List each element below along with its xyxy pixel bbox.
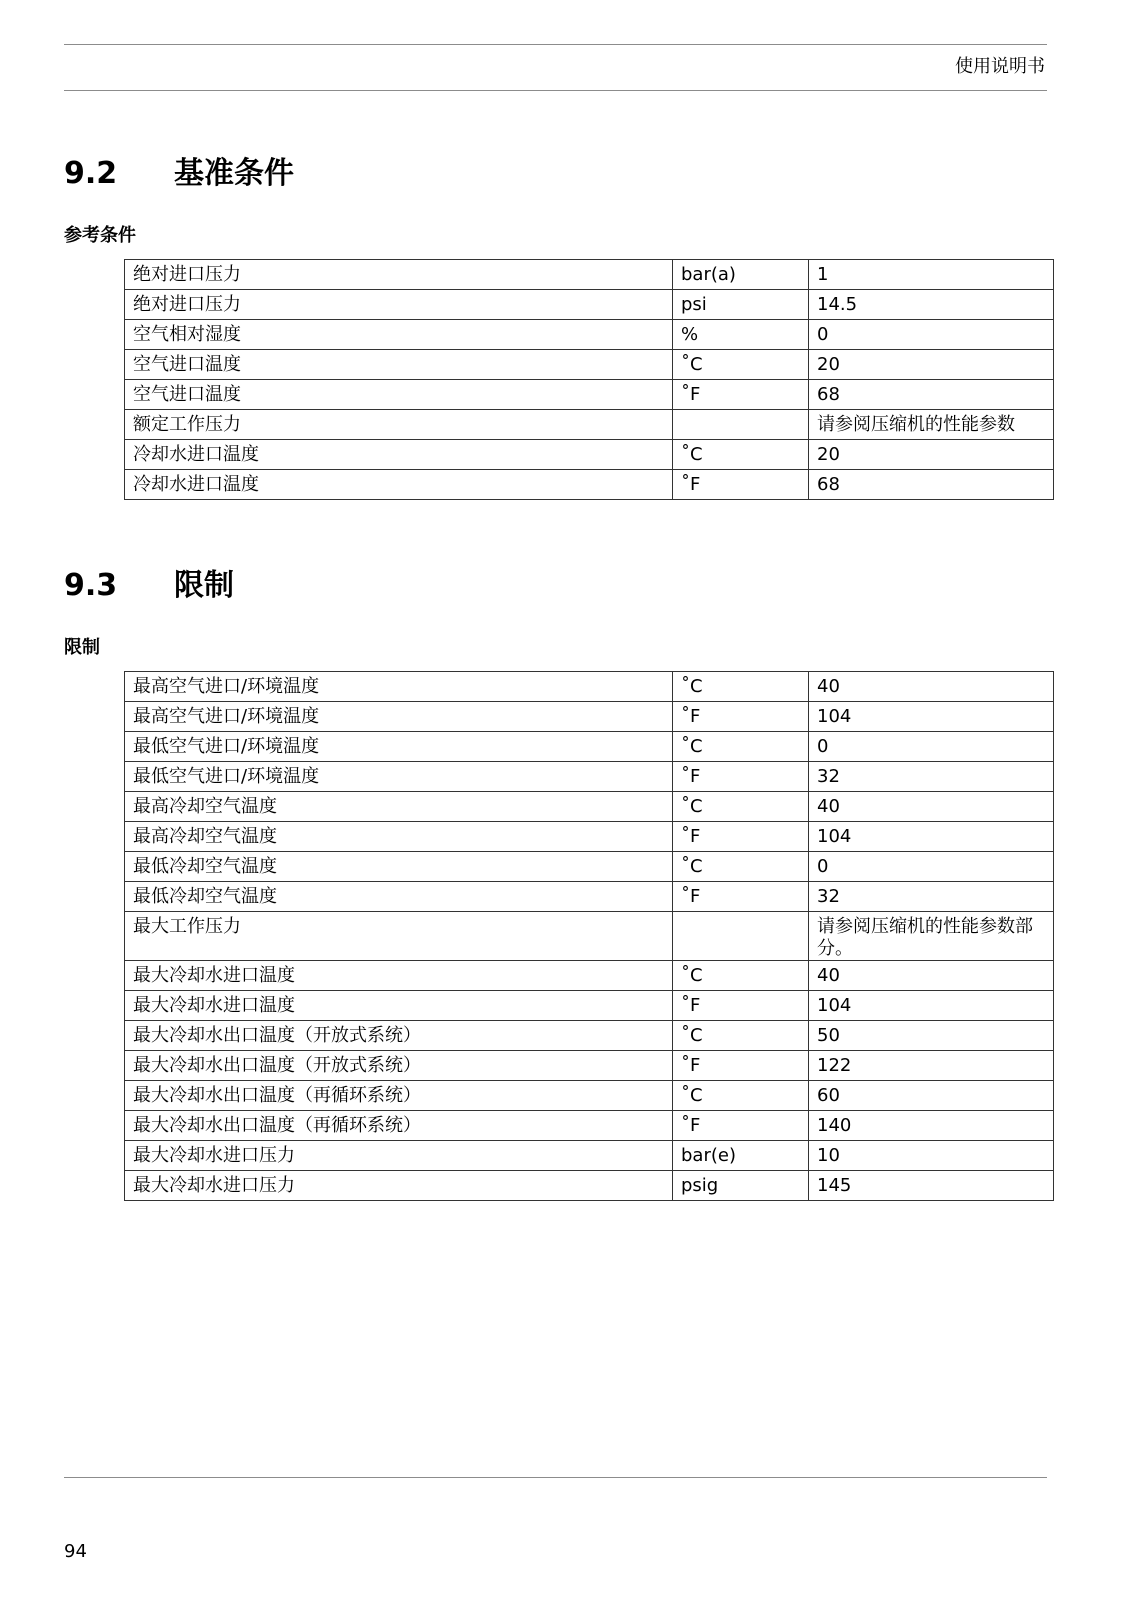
parameter-cell: 绝对进口压力 xyxy=(125,290,673,320)
value-cell: 32 xyxy=(809,882,1054,912)
table-row xyxy=(125,470,1054,500)
parameter-cell: 最大冷却水进口压力 xyxy=(125,1141,673,1171)
table-row xyxy=(125,961,1054,991)
limits-table xyxy=(124,671,1054,1201)
parameter-cell: 最低空气进口/环境温度 xyxy=(125,732,673,762)
parameter-cell: 最低空气进口/环境温度 xyxy=(125,762,673,792)
unit-cell: bar(a) xyxy=(673,260,809,290)
unit-cell: ˚C xyxy=(673,1081,809,1111)
table-row xyxy=(125,702,1054,732)
parameter-cell: 冷却水进口温度 xyxy=(125,470,673,500)
value-cell: 104 xyxy=(809,822,1054,852)
parameter-cell: 冷却水进口温度 xyxy=(125,440,673,470)
unit-cell: ˚C xyxy=(673,961,809,991)
unit-cell: ˚F xyxy=(673,702,809,732)
value-cell: 0 xyxy=(809,852,1054,882)
unit-cell: ˚F xyxy=(673,470,809,500)
table-row xyxy=(125,762,1054,792)
table-row xyxy=(125,290,1054,320)
table-row xyxy=(125,1051,1054,1081)
parameter-cell: 最大冷却水进口温度 xyxy=(125,991,673,1021)
header-title: 使用说明书 xyxy=(955,56,1045,77)
parameter-cell: 空气进口温度 xyxy=(125,380,673,410)
unit-cell: ˚F xyxy=(673,1051,809,1081)
table-row xyxy=(125,1141,1054,1171)
table-row xyxy=(125,822,1054,852)
unit-cell: ˚F xyxy=(673,762,809,792)
parameter-cell: 额定工作压力 xyxy=(125,410,673,440)
section-title: 限制 xyxy=(174,568,234,603)
parameter-cell: 最低冷却空气温度 xyxy=(125,852,673,882)
section-number: 9.2 xyxy=(64,156,118,191)
unit-cell: ˚C xyxy=(673,1021,809,1051)
unit-cell: ˚F xyxy=(673,991,809,1021)
parameter-cell: 最高冷却空气温度 xyxy=(125,822,673,852)
unit-cell xyxy=(673,912,809,961)
parameter-cell: 最高空气进口/环境温度 xyxy=(125,702,673,732)
value-cell: 0 xyxy=(809,320,1054,350)
table-row xyxy=(125,260,1054,290)
unit-cell: ˚F xyxy=(673,822,809,852)
unit-cell: ˚F xyxy=(673,882,809,912)
value-cell: 40 xyxy=(809,961,1054,991)
value-cell: 40 xyxy=(809,672,1054,702)
section-number: 9.3 xyxy=(64,568,118,603)
unit-cell: ˚C xyxy=(673,672,809,702)
table-row xyxy=(125,672,1054,702)
parameter-cell: 最高空气进口/环境温度 xyxy=(125,672,673,702)
parameter-cell: 最大冷却水出口温度（再循环系统） xyxy=(125,1081,673,1111)
unit-cell: psi xyxy=(673,290,809,320)
page-number: 94 xyxy=(64,1541,87,1562)
value-cell: 14.5 xyxy=(809,290,1054,320)
table-row xyxy=(125,882,1054,912)
parameter-cell: 最大冷却水出口温度（开放式系统） xyxy=(125,1021,673,1051)
table-row xyxy=(125,350,1054,380)
value-cell: 60 xyxy=(809,1081,1054,1111)
header-top-rule xyxy=(64,44,1047,45)
value-cell: 68 xyxy=(809,470,1054,500)
table-row xyxy=(125,1111,1054,1141)
parameter-cell: 最高冷却空气温度 xyxy=(125,792,673,822)
unit-cell: ˚F xyxy=(673,380,809,410)
table-row xyxy=(125,912,1054,961)
unit-cell: ˚C xyxy=(673,852,809,882)
unit-cell: ˚C xyxy=(673,440,809,470)
value-cell: 32 xyxy=(809,762,1054,792)
parameter-cell: 最大冷却水进口温度 xyxy=(125,961,673,991)
value-cell: 50 xyxy=(809,1021,1054,1051)
value-cell: 请参阅压缩机的性能参数部分。 xyxy=(809,912,1054,961)
value-cell: 40 xyxy=(809,792,1054,822)
reference-conditions-table xyxy=(124,259,1054,500)
parameter-cell: 绝对进口压力 xyxy=(125,260,673,290)
value-cell: 10 xyxy=(809,1141,1054,1171)
unit-cell: % xyxy=(673,320,809,350)
unit-cell: psig xyxy=(673,1171,809,1201)
unit-cell xyxy=(673,410,809,440)
parameter-cell: 空气相对湿度 xyxy=(125,320,673,350)
unit-cell: ˚F xyxy=(673,1111,809,1141)
value-cell: 104 xyxy=(809,991,1054,1021)
parameter-cell: 空气进口温度 xyxy=(125,350,673,380)
table-row xyxy=(125,440,1054,470)
table-row xyxy=(125,1081,1054,1111)
unit-cell: ˚C xyxy=(673,732,809,762)
value-cell: 1 xyxy=(809,260,1054,290)
value-cell: 104 xyxy=(809,702,1054,732)
subheading-limits: 限制 xyxy=(64,637,100,658)
parameter-cell: 最大工作压力 xyxy=(125,912,673,961)
value-cell: 122 xyxy=(809,1051,1054,1081)
header-bottom-rule xyxy=(64,90,1047,91)
parameter-cell: 最低冷却空气温度 xyxy=(125,882,673,912)
parameter-cell: 最大冷却水出口温度（再循环系统） xyxy=(125,1111,673,1141)
value-cell: 140 xyxy=(809,1111,1054,1141)
table-row xyxy=(125,410,1054,440)
table-row xyxy=(125,1021,1054,1051)
unit-cell: bar(e) xyxy=(673,1141,809,1171)
table-row xyxy=(125,380,1054,410)
section-title: 基准条件 xyxy=(174,156,294,191)
unit-cell: ˚C xyxy=(673,792,809,822)
table-row xyxy=(125,991,1054,1021)
table-row xyxy=(125,1171,1054,1201)
parameter-cell: 最大冷却水出口温度（开放式系统） xyxy=(125,1051,673,1081)
value-cell: 68 xyxy=(809,380,1054,410)
table-row xyxy=(125,852,1054,882)
subheading-reference-conditions: 参考条件 xyxy=(64,225,136,246)
parameter-cell: 最大冷却水进口压力 xyxy=(125,1171,673,1201)
value-cell: 20 xyxy=(809,350,1054,380)
value-cell: 145 xyxy=(809,1171,1054,1201)
value-cell: 0 xyxy=(809,732,1054,762)
unit-cell: ˚C xyxy=(673,350,809,380)
table-row xyxy=(125,320,1054,350)
footer-rule xyxy=(64,1477,1047,1478)
table-row xyxy=(125,792,1054,822)
value-cell: 20 xyxy=(809,440,1054,470)
value-cell: 请参阅压缩机的性能参数 xyxy=(809,410,1054,440)
table-row xyxy=(125,732,1054,762)
